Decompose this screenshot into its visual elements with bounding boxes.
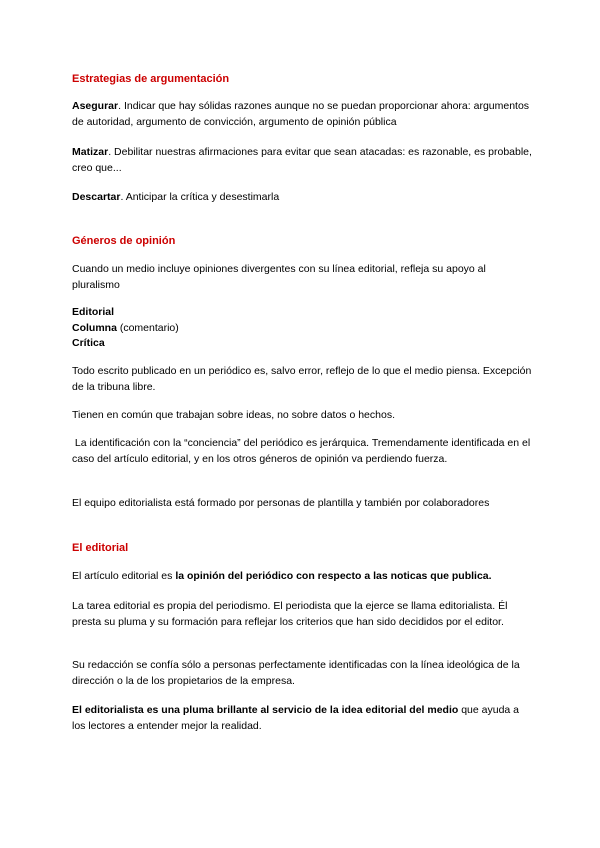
paragraph-articulo-editorial: El artículo editorial es la opinión del periódico con respecto a las noticas que publica. <box>72 570 492 582</box>
paragraph-equipo: El equipo editorialista está formado por personas de plantilla y también por colaboradores <box>72 497 490 509</box>
text-descartar: . Anticipar la crítica y desestimarla <box>120 191 280 203</box>
genre-name: Crítica <box>72 337 105 349</box>
bold-opinion: la opinión del periódico con respecto a las noticas que publica. <box>175 570 492 582</box>
genre-list <box>72 305 532 352</box>
term-descartar: Descartar <box>72 191 121 203</box>
genre-item <box>72 336 532 352</box>
paragraph-redaccion: Su redacción se confía sólo a personas perfectamente identificadas con la línea ideológica de la dirección o la de los propietarios de la empresa. <box>72 659 520 687</box>
heading-el-editorial: El editorial <box>72 542 129 554</box>
paragraph-tarea-editorial: La tarea editorial es propia del periodismo. El periodista que la ejerce se llama editorialista. Él presta su pluma y su formación para reflejar los criterios que han sido decididos por el editor. <box>72 600 508 628</box>
term-matizar: Matizar <box>72 146 109 158</box>
genre-item <box>72 321 532 337</box>
paragraph-identificacion: La identificación con la “conciencia” del periódico es jerárquica. Tremendamente identificada en el caso del artículo editorial, y en los otros géneros de opinión va perdiendo fuerza. <box>72 437 534 465</box>
paragraph-matizar <box>72 145 532 176</box>
paragraph-editorialista: El editorialista es una pluma brillante al servicio de la idea editorial del medio que ayuda a los lectores a entender mejor la realidad. <box>72 704 522 732</box>
paragraph-asegurar <box>72 99 532 130</box>
genre-note: (comentario) <box>116 321 179 334</box>
text-asegurar: . Indicar que hay sólidas razones aunque no se puedan proporcionar ahora: argumentos de autoridad, argumento de convicción, argumento de opinión pública <box>72 100 530 128</box>
term-asegurar: Asegurar <box>72 100 119 112</box>
paragraph-en-comun: Tienen en común que trabajan sobre ideas, no sobre datos o hechos. <box>72 409 395 421</box>
heading-estrategias: Estrategias de argumentación <box>72 73 230 85</box>
bold-editorialista: El editorialista es una pluma brillante al servicio de la idea editorial del medio <box>72 704 459 716</box>
paragraph-generos-intro: Cuando un medio incluye opiniones divergentes con su línea editorial, refleja su apoyo al pluralismo <box>72 263 486 291</box>
text-matizar: . Debilitar nuestras afirmaciones para evitar que sean atacadas: es razonable, es probable, creo que... <box>72 146 532 174</box>
paragraph-descartar <box>72 190 532 206</box>
genre-name: Columna <box>72 321 117 334</box>
heading-generos: Géneros de opinión <box>72 235 176 247</box>
genre-item <box>72 305 532 321</box>
paragraph-todo-escrito: Todo escrito publicado en un periódico es, salvo error, reflejo de lo que el medio piensa. Excepción de la tribuna libre. <box>72 365 532 393</box>
genre-name: Editorial <box>72 306 115 318</box>
